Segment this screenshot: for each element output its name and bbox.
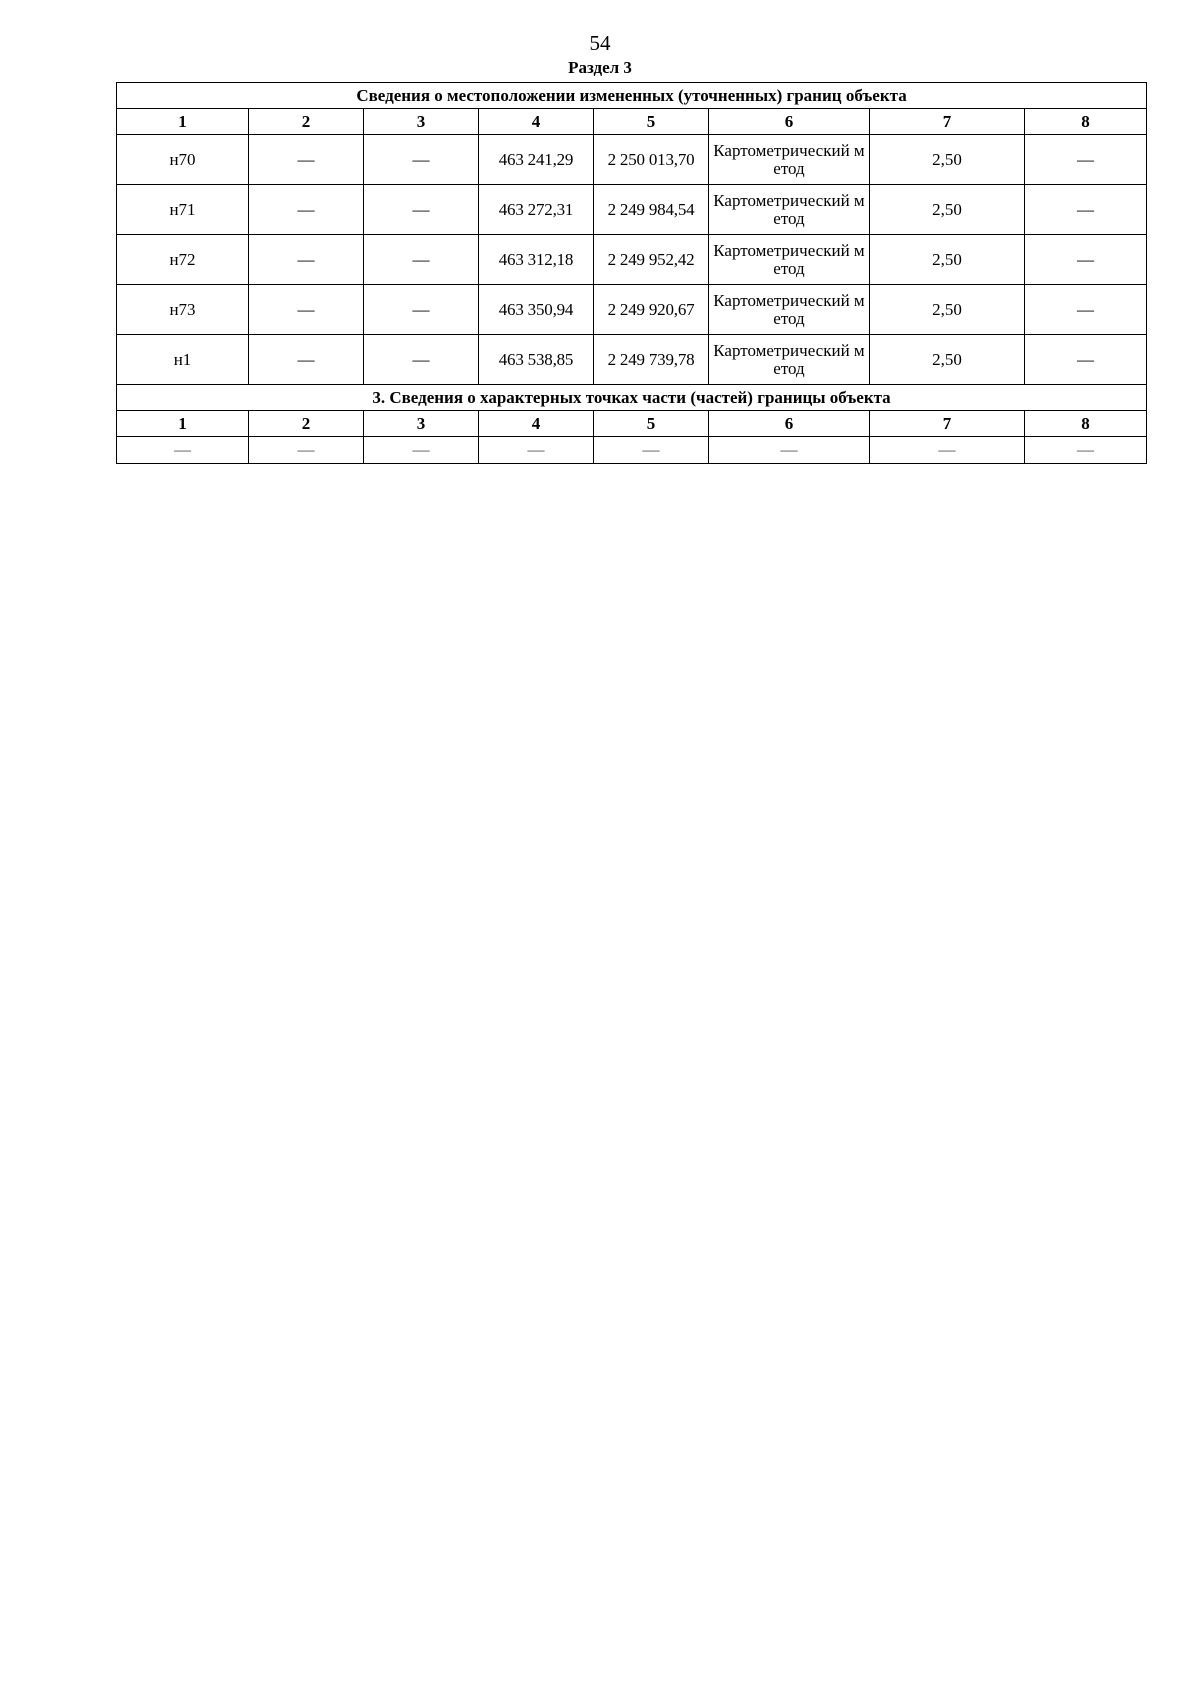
column-number: 8 bbox=[1025, 109, 1147, 135]
table-cell: — bbox=[249, 185, 364, 235]
table-caption: Сведения о местоположении измененных (уточненных) границ объекта bbox=[117, 83, 1147, 109]
coordinate-y-cell: 2 249 920,67 bbox=[594, 285, 709, 335]
column-number: 3 bbox=[364, 411, 479, 437]
coordinate-x-cell: 463 538,85 bbox=[479, 335, 594, 385]
table-cell: — bbox=[709, 437, 870, 464]
method-cell: Картометрический метод bbox=[709, 135, 870, 185]
table-cell: — bbox=[364, 185, 479, 235]
table-row bbox=[117, 437, 1147, 464]
table-cell: — bbox=[249, 285, 364, 335]
table-cell: — bbox=[117, 437, 249, 464]
table-cell: — bbox=[364, 285, 479, 335]
point-name-cell: н70 bbox=[117, 135, 249, 185]
table-cell: — bbox=[364, 235, 479, 285]
table-cell: — bbox=[870, 437, 1025, 464]
table-cell: — bbox=[1025, 437, 1147, 464]
table-cell: — bbox=[1025, 335, 1147, 385]
coordinate-x-cell: 463 350,94 bbox=[479, 285, 594, 335]
subsection-caption: 3. Сведения о характерных точках части (частей) границы объекта bbox=[117, 385, 1147, 411]
column-number: 7 bbox=[870, 411, 1025, 437]
accuracy-cell: 2,50 bbox=[870, 335, 1025, 385]
subsection-caption-row bbox=[117, 385, 1147, 411]
accuracy-cell: 2,50 bbox=[870, 185, 1025, 235]
method-cell: Картометрический метод bbox=[709, 335, 870, 385]
boundary-table bbox=[116, 82, 1147, 464]
coordinate-y-cell: 2 249 739,78 bbox=[594, 335, 709, 385]
column-number-row bbox=[117, 109, 1147, 135]
method-cell: Картометрический метод bbox=[709, 285, 870, 335]
table-cell: — bbox=[249, 437, 364, 464]
coordinate-y-cell: 2 250 013,70 bbox=[594, 135, 709, 185]
column-number: 4 bbox=[479, 109, 594, 135]
table-row bbox=[117, 185, 1147, 235]
point-name-cell: н73 bbox=[117, 285, 249, 335]
method-cell: Картометрический метод bbox=[709, 185, 870, 235]
column-number: 5 bbox=[594, 109, 709, 135]
table-cell: — bbox=[249, 135, 364, 185]
page-number: 54 bbox=[589, 31, 611, 55]
coordinate-y-cell: 2 249 952,42 bbox=[594, 235, 709, 285]
table-row bbox=[117, 335, 1147, 385]
column-number: 3 bbox=[364, 109, 479, 135]
table-cell: — bbox=[364, 437, 479, 464]
table-cell: — bbox=[249, 335, 364, 385]
column-number: 1 bbox=[117, 109, 249, 135]
column-number: 6 bbox=[709, 411, 870, 437]
coordinate-x-cell: 463 272,31 bbox=[479, 185, 594, 235]
table-cell: — bbox=[1025, 135, 1147, 185]
column-number: 5 bbox=[594, 411, 709, 437]
table-cell: — bbox=[479, 437, 594, 464]
column-number: 7 bbox=[870, 109, 1025, 135]
section-title: Раздел 3 bbox=[568, 58, 632, 77]
table-cell: — bbox=[1025, 235, 1147, 285]
accuracy-cell: 2,50 bbox=[870, 285, 1025, 335]
table-cell: — bbox=[249, 235, 364, 285]
coordinate-x-cell: 463 312,18 bbox=[479, 235, 594, 285]
accuracy-cell: 2,50 bbox=[870, 135, 1025, 185]
table-cell: — bbox=[364, 335, 479, 385]
table-caption-row bbox=[117, 83, 1147, 109]
table-row bbox=[117, 285, 1147, 335]
table-row bbox=[117, 235, 1147, 285]
table-cell: — bbox=[594, 437, 709, 464]
column-number: 2 bbox=[249, 109, 364, 135]
column-number: 6 bbox=[709, 109, 870, 135]
column-number: 2 bbox=[249, 411, 364, 437]
coordinate-x-cell: 463 241,29 bbox=[479, 135, 594, 185]
table-cell: — bbox=[1025, 185, 1147, 235]
column-number: 1 bbox=[117, 411, 249, 437]
column-number: 4 bbox=[479, 411, 594, 437]
accuracy-cell: 2,50 bbox=[870, 235, 1025, 285]
column-number: 8 bbox=[1025, 411, 1147, 437]
table-row bbox=[117, 135, 1147, 185]
table-cell: — bbox=[1025, 285, 1147, 335]
method-cell: Картометрический метод bbox=[709, 235, 870, 285]
point-name-cell: н71 bbox=[117, 185, 249, 235]
table-cell: — bbox=[364, 135, 479, 185]
coordinate-y-cell: 2 249 984,54 bbox=[594, 185, 709, 235]
subsection-column-number-row bbox=[117, 411, 1147, 437]
point-name-cell: н72 bbox=[117, 235, 249, 285]
point-name-cell: н1 bbox=[117, 335, 249, 385]
